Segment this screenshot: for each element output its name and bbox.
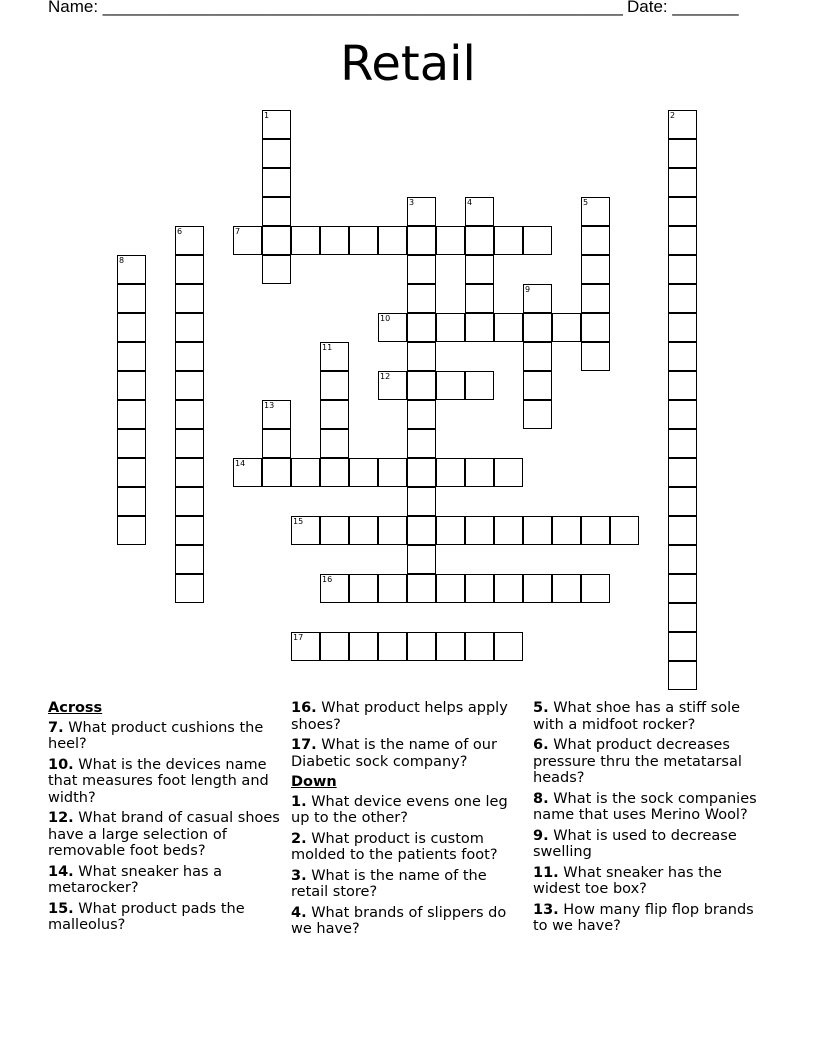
grid-cell[interactable] [378, 516, 407, 545]
grid-cell[interactable] [175, 545, 204, 574]
grid-cell[interactable] [436, 458, 465, 487]
grid-cell[interactable] [262, 139, 291, 168]
grid-cell[interactable] [552, 574, 581, 603]
grid-cell[interactable] [349, 226, 378, 255]
grid-cell[interactable] [494, 313, 523, 342]
grid-cell[interactable] [262, 255, 291, 284]
grid-cell[interactable] [117, 255, 146, 284]
grid-cell[interactable] [668, 603, 697, 632]
clue-number: 16 [322, 575, 333, 584]
grid-cell[interactable] [407, 516, 436, 545]
grid-cell[interactable] [523, 226, 552, 255]
clue-number: 6 [177, 227, 183, 236]
grid-cell[interactable] [668, 342, 697, 371]
grid-cell[interactable] [117, 516, 146, 545]
grid-cell[interactable] [291, 516, 320, 545]
grid-cell[interactable] [117, 284, 146, 313]
grid-cell[interactable] [407, 400, 436, 429]
grid-cell[interactable] [436, 313, 465, 342]
grid-cell[interactable] [378, 371, 407, 400]
grid-cell[interactable] [552, 313, 581, 342]
grid-cell[interactable] [378, 574, 407, 603]
grid-cell[interactable] [436, 574, 465, 603]
grid-cell[interactable] [668, 284, 697, 313]
clue-number: 2 [670, 111, 676, 120]
grid-cell[interactable] [262, 226, 291, 255]
grid-cell[interactable] [175, 255, 204, 284]
grid-cell[interactable] [262, 429, 291, 458]
grid-cell[interactable] [407, 342, 436, 371]
clue-down-2: 2. What product is custom molded to the patients foot? [291, 830, 498, 863]
grid-cell[interactable] [407, 458, 436, 487]
clue-number: 5 [583, 198, 589, 207]
name-field[interactable]: Name: _______________________________________________________ [48, 0, 623, 16]
grid-cell[interactable] [668, 110, 697, 139]
grid-cell[interactable] [465, 632, 494, 661]
grid-cell[interactable] [320, 429, 349, 458]
grid-cell[interactable] [117, 371, 146, 400]
grid-cell[interactable] [262, 110, 291, 139]
grid-cell[interactable] [378, 458, 407, 487]
grid-cell[interactable] [407, 429, 436, 458]
grid-cell[interactable] [407, 632, 436, 661]
grid-cell[interactable] [668, 661, 697, 690]
grid-cell[interactable] [581, 197, 610, 226]
clue-number: 11 [322, 343, 333, 352]
clue-number: 13 [264, 401, 275, 410]
clue-down-11: 11. What sneaker has the widest toe box? [533, 864, 722, 897]
grid-cell[interactable] [494, 632, 523, 661]
grid-cell[interactable] [668, 226, 697, 255]
grid-cell[interactable] [320, 371, 349, 400]
grid-cell[interactable] [668, 574, 697, 603]
grid-cell[interactable] [610, 516, 639, 545]
grid-cell[interactable] [349, 632, 378, 661]
grid-cell[interactable] [320, 458, 349, 487]
clue-across-10: 10. What is the devices name that measures foot length and width? [48, 756, 269, 806]
grid-cell[interactable] [494, 458, 523, 487]
grid-cell[interactable] [117, 400, 146, 429]
grid-cell[interactable] [494, 226, 523, 255]
grid-cell[interactable] [175, 574, 204, 603]
grid-cell[interactable] [175, 487, 204, 516]
clue-number: 4 [467, 198, 473, 207]
grid-cell[interactable] [581, 516, 610, 545]
grid-cell[interactable] [436, 516, 465, 545]
clue-down-4: 4. What brands of slippers do we have? [291, 904, 507, 937]
grid-cell[interactable] [407, 487, 436, 516]
grid-cell[interactable] [465, 197, 494, 226]
clue-number: 10 [380, 314, 391, 323]
grid-cell[interactable] [465, 226, 494, 255]
grid-cell[interactable] [465, 458, 494, 487]
grid-cell[interactable] [668, 139, 697, 168]
grid-cell[interactable] [523, 284, 552, 313]
grid-cell[interactable] [407, 371, 436, 400]
grid-cell[interactable] [668, 197, 697, 226]
grid-cell[interactable] [117, 458, 146, 487]
grid-cell[interactable] [175, 313, 204, 342]
clue-number: 15 [293, 517, 304, 526]
grid-cell[interactable] [465, 255, 494, 284]
grid-cell[interactable] [175, 342, 204, 371]
grid-cell[interactable] [523, 313, 552, 342]
clue-number: 12 [380, 372, 391, 381]
across-heading: Across [48, 700, 103, 716]
grid-cell[interactable] [668, 400, 697, 429]
grid-cell[interactable] [523, 516, 552, 545]
clue-down-6: 6. What product decreases pressure thru the metatarsal heads? [533, 737, 742, 786]
grid-cell[interactable] [175, 429, 204, 458]
grid-cell[interactable] [378, 226, 407, 255]
grid-cell[interactable] [581, 313, 610, 342]
grid-cell[interactable] [581, 574, 610, 603]
clue-number: 14 [235, 459, 246, 468]
clue-across-7: 7. What product cushions the heel? [48, 719, 264, 752]
grid-cell[interactable] [407, 255, 436, 284]
grid-cell[interactable] [175, 516, 204, 545]
grid-cell[interactable] [262, 458, 291, 487]
grid-cell[interactable] [291, 458, 320, 487]
clue-number: 17 [293, 633, 304, 642]
grid-cell[interactable] [436, 632, 465, 661]
grid-cell[interactable] [349, 574, 378, 603]
grid-cell[interactable] [465, 284, 494, 313]
grid-cell[interactable] [581, 226, 610, 255]
grid-cell[interactable] [668, 458, 697, 487]
grid-cell[interactable] [117, 429, 146, 458]
grid-cell[interactable] [175, 400, 204, 429]
grid-cell[interactable] [378, 632, 407, 661]
grid-cell[interactable] [581, 284, 610, 313]
clue-down-5: 5. What shoe has a stiff sole with a midfoot rocker? [533, 700, 741, 733]
clue-column-2 [291, 700, 523, 942]
grid-cell[interactable] [117, 487, 146, 516]
grid-cell[interactable] [581, 255, 610, 284]
grid-cell[interactable] [320, 574, 349, 603]
grid-cell[interactable] [494, 516, 523, 545]
grid-cell[interactable] [175, 226, 204, 255]
grid-cell[interactable] [320, 226, 349, 255]
grid-cell[interactable] [320, 632, 349, 661]
grid-cell[interactable] [552, 516, 581, 545]
grid-cell[interactable] [668, 371, 697, 400]
grid-cell[interactable] [668, 545, 697, 574]
grid-cell[interactable] [494, 574, 523, 603]
grid-cell[interactable] [668, 255, 697, 284]
grid-cell[interactable] [117, 342, 146, 371]
grid-cell[interactable] [581, 342, 610, 371]
grid-cell[interactable] [117, 313, 146, 342]
grid-cell[interactable] [668, 487, 697, 516]
grid-cell[interactable] [407, 197, 436, 226]
grid-cell[interactable] [378, 313, 407, 342]
clue-across-12: 12. What brand of casual shoes have a large selection of removable foot beds? [48, 810, 280, 859]
grid-cell[interactable] [523, 371, 552, 400]
grid-cell[interactable] [668, 516, 697, 545]
grid-cell[interactable] [668, 632, 697, 661]
clue-down-9: 9. What is used to decrease swelling [533, 827, 737, 860]
grid-cell[interactable] [668, 168, 697, 197]
grid-cell[interactable] [175, 284, 204, 313]
grid-cell[interactable] [262, 168, 291, 197]
clue-number: 9 [525, 285, 531, 294]
clue-number: 8 [119, 256, 125, 265]
grid-cell[interactable] [407, 545, 436, 574]
clue-down-8: 8. What is the sock companies name that uses Merino Wool? [533, 790, 757, 823]
grid-cell[interactable] [465, 371, 494, 400]
grid-cell[interactable] [175, 371, 204, 400]
page-title: Retail [340, 36, 476, 92]
clue-number: 3 [409, 198, 415, 207]
clue-down-3: 3. What is the name of the retail store? [291, 867, 487, 900]
date-field[interactable]: Date: _______ [627, 0, 739, 16]
grid-cell[interactable] [465, 313, 494, 342]
clue-across-17: 17. What is the name of our Diabetic sock company? [291, 737, 497, 770]
clue-number: 7 [235, 227, 241, 236]
grid-cell[interactable] [320, 516, 349, 545]
grid-cell[interactable] [407, 574, 436, 603]
grid-cell[interactable] [465, 516, 494, 545]
clue-across-14: 14. What sneaker has a metarocker? [48, 863, 223, 896]
grid-cell[interactable] [262, 400, 291, 429]
grid-cell[interactable] [436, 371, 465, 400]
grid-cell[interactable] [175, 458, 204, 487]
clue-column-1 [48, 700, 280, 938]
grid-cell[interactable] [668, 313, 697, 342]
grid-cell[interactable] [233, 458, 262, 487]
grid-cell[interactable] [233, 226, 262, 255]
grid-cell[interactable] [436, 226, 465, 255]
grid-cell[interactable] [320, 342, 349, 371]
down-heading: Down [291, 774, 337, 790]
grid-cell[interactable] [291, 226, 320, 255]
grid-cell[interactable] [523, 400, 552, 429]
grid-cell[interactable] [320, 400, 349, 429]
grid-cell[interactable] [668, 429, 697, 458]
grid-cell[interactable] [465, 574, 494, 603]
clue-across-15: 15. What product pads the malleolus? [48, 900, 245, 933]
grid-cell[interactable] [291, 632, 320, 661]
clue-across-16: 16. What product helps apply shoes? [291, 700, 508, 733]
grid-cell[interactable] [523, 574, 552, 603]
clue-down-13: 13. How many flip flop brands to we have? [533, 901, 754, 934]
clue-down-1: 1. What device evens one leg up to the other? [291, 793, 508, 826]
grid-cell[interactable] [349, 516, 378, 545]
grid-cell[interactable] [262, 197, 291, 226]
grid-cell[interactable] [407, 226, 436, 255]
grid-cell[interactable] [523, 342, 552, 371]
clue-number: 1 [264, 111, 270, 120]
grid-cell[interactable] [349, 458, 378, 487]
grid-cell[interactable] [407, 313, 436, 342]
clue-column-3 [533, 700, 765, 939]
grid-cell[interactable] [407, 284, 436, 313]
